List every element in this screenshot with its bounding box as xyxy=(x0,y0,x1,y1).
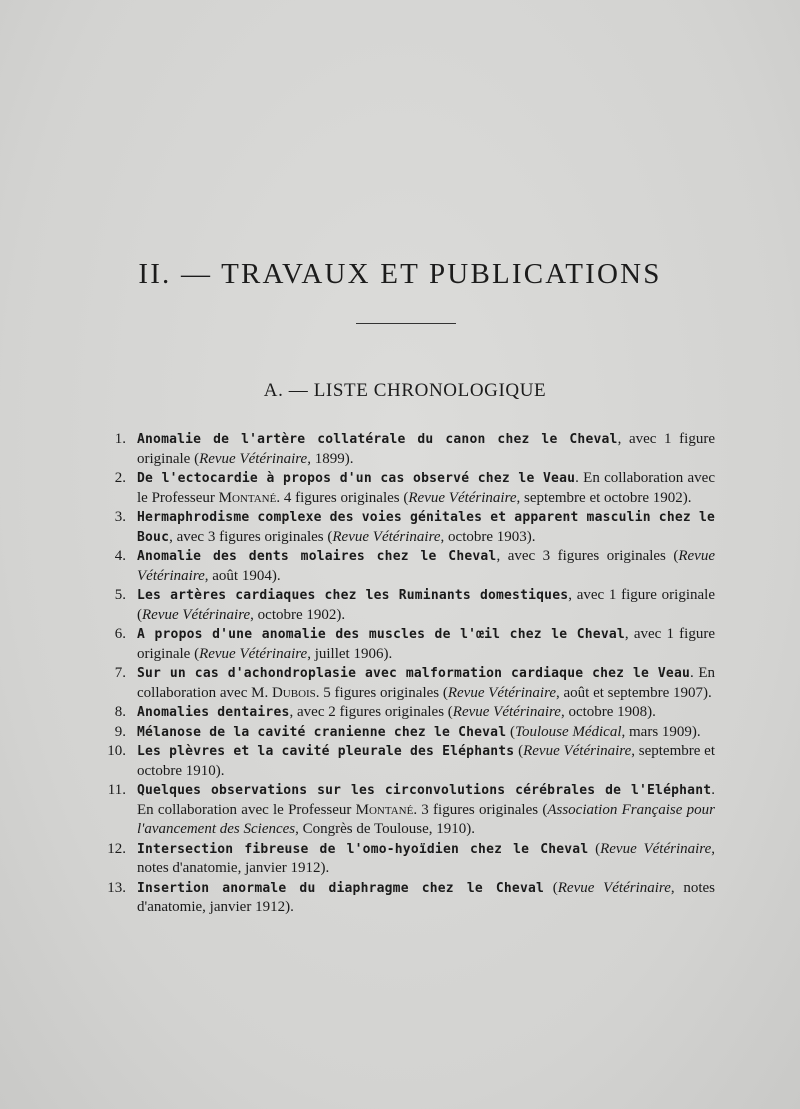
entry-text: , avec 1 figure originale ( xyxy=(137,587,715,623)
entry-text: , 1899). xyxy=(307,450,354,467)
entry-journal: Revue Vétérinaire xyxy=(199,450,308,467)
entry-text: , notes d'anatomie, janvier 1912). xyxy=(137,840,715,876)
entry-journal: Revue Vétérinaire xyxy=(332,528,441,545)
publication-entry xyxy=(100,723,715,743)
entry-journal: Association Française pour l'avancement des Sciences xyxy=(137,801,715,837)
publication-entry xyxy=(100,742,715,781)
entry-text: , septembre et octobre 1910). xyxy=(137,743,715,779)
entry-text: , août 1904). xyxy=(204,567,281,584)
entry-journal: Revue Vétérinaire xyxy=(447,684,557,701)
entry-title: Anomalies dentaires xyxy=(137,705,290,720)
publication-list xyxy=(100,430,715,918)
section-title: II. — TRAVAUX ET PUBLICATIONS xyxy=(138,258,662,290)
publication-entry xyxy=(100,879,715,918)
entry-text: , octobre 1902). xyxy=(250,606,346,623)
publication-entry xyxy=(100,703,715,723)
entry-text: ( xyxy=(506,723,515,740)
entry-journal: Revue Vétérinaire xyxy=(452,704,561,720)
entry-text: ( xyxy=(514,743,524,759)
entry-journal: Toulouse Médical xyxy=(514,723,622,740)
entry-text: . En collaboration avec le Professeur xyxy=(137,470,715,506)
publication-entry xyxy=(100,508,715,547)
publication-entry xyxy=(100,625,715,664)
subsection-title: A. — LISTE CHRONOLOGIQUE xyxy=(263,380,547,401)
entry-title: Les plèvres et la cavité pleurale des Eléphants xyxy=(137,744,515,759)
entry-title: Anomalie de l'artère collatérale du canon chez le Cheval xyxy=(137,432,618,447)
entry-title: Sur un cas d'achondroplasie avec malformation cardiaque chez le Veau xyxy=(137,666,691,681)
entry-text: , avec 1 figure originale ( xyxy=(137,626,715,662)
entry-title: Quelques observations sur les circonvolutions cérébrales de l'Eléphant xyxy=(137,783,712,798)
title-divider xyxy=(356,323,456,324)
entry-number: 7. xyxy=(114,665,126,681)
publication-entry xyxy=(100,469,715,508)
entry-title: Mélanose de la cavité cranienne chez le Cheval xyxy=(137,724,507,740)
publication-entry xyxy=(100,781,715,840)
entry-title: Anomalie des dents molaires chez le Cheval xyxy=(137,549,497,564)
entry-text: , avec 3 figures originales ( xyxy=(169,528,333,545)
publication-entry xyxy=(100,430,715,469)
entry-title: De l'ectocardie à propos d'un cas observé chez le Veau xyxy=(137,471,576,486)
entry-number: 1. xyxy=(114,431,126,447)
entry-text: , septembre et octobre 1902). xyxy=(516,489,692,506)
entry-title: Hermaphrodisme complexe des voies génitales et apparent masculin chez le Bouc xyxy=(137,510,715,545)
entry-number: 3. xyxy=(114,509,126,525)
entry-text: . 4 figures originales ( xyxy=(276,489,409,506)
entry-number: 5. xyxy=(114,587,126,603)
publication-entry xyxy=(100,840,715,879)
entry-journal: Revue Vétérinaire xyxy=(600,840,712,857)
publication-entry xyxy=(100,547,715,586)
entry-title: A propos d'une anomalie des muscles de l'œil chez le Cheval xyxy=(137,627,625,642)
publication-entry xyxy=(100,586,715,625)
publication-entry xyxy=(100,664,715,703)
entry-text: . 5 figures originales ( xyxy=(315,684,448,701)
entry-number: 10. xyxy=(107,743,126,759)
entry-number: 9. xyxy=(114,723,126,740)
entry-title: Insertion anormale du diaphragme chez le Cheval xyxy=(137,880,545,896)
entry-number: 13. xyxy=(107,879,126,896)
entry-text: . En collaboration avec le Professeur xyxy=(137,782,715,818)
entry-text: ( xyxy=(588,840,601,857)
entry-person: Montané xyxy=(355,801,414,818)
entry-person: Montané xyxy=(218,489,277,506)
entry-journal: Revue Vétérinaire xyxy=(523,743,632,759)
entry-title: Les artères cardiaques chez les Ruminants domestiques xyxy=(137,588,569,603)
entry-journal: Revue Vétérinaire xyxy=(199,645,308,662)
entry-text: . 3 figures originales ( xyxy=(413,801,548,818)
entry-text: , octobre 1908). xyxy=(560,704,656,720)
entry-text: , octobre 1903). xyxy=(440,528,536,545)
entry-number: 12. xyxy=(107,840,126,857)
entry-journal: Revue Vétérinaire xyxy=(408,489,517,506)
entry-text: , juillet 1906). xyxy=(307,645,393,662)
entry-journal: Revue Vétérinaire xyxy=(557,879,671,896)
entry-title: Intersection fibreuse de l'omo-hyoïdien chez le Cheval xyxy=(137,841,589,857)
entry-person: Dubois xyxy=(271,684,316,701)
entry-text: , août et septembre 1907). xyxy=(556,684,712,701)
entry-text: , notes d'anatomie, janvier 1912). xyxy=(137,879,715,915)
entry-text: , avec 2 figures originales ( xyxy=(289,704,453,720)
entry-number: 4. xyxy=(114,548,126,564)
entry-text: ( xyxy=(544,879,558,896)
entry-text: , Congrès de Toulouse, 1910). xyxy=(295,821,476,837)
entry-number: 8. xyxy=(114,704,126,720)
entry-journal: Revue Vétérinaire xyxy=(142,606,251,623)
entry-text: , avec 1 figure originale ( xyxy=(137,431,715,467)
entry-text: . En collaboration avec M. xyxy=(137,665,715,701)
entry-number: 2. xyxy=(114,470,126,486)
entry-text: , mars 1909). xyxy=(621,723,701,740)
entry-number: 6. xyxy=(114,626,126,642)
entry-journal: Revue Vétérinaire xyxy=(137,548,715,584)
entry-text: , avec 3 figures originales ( xyxy=(496,548,679,564)
entry-number: 11. xyxy=(107,782,126,798)
